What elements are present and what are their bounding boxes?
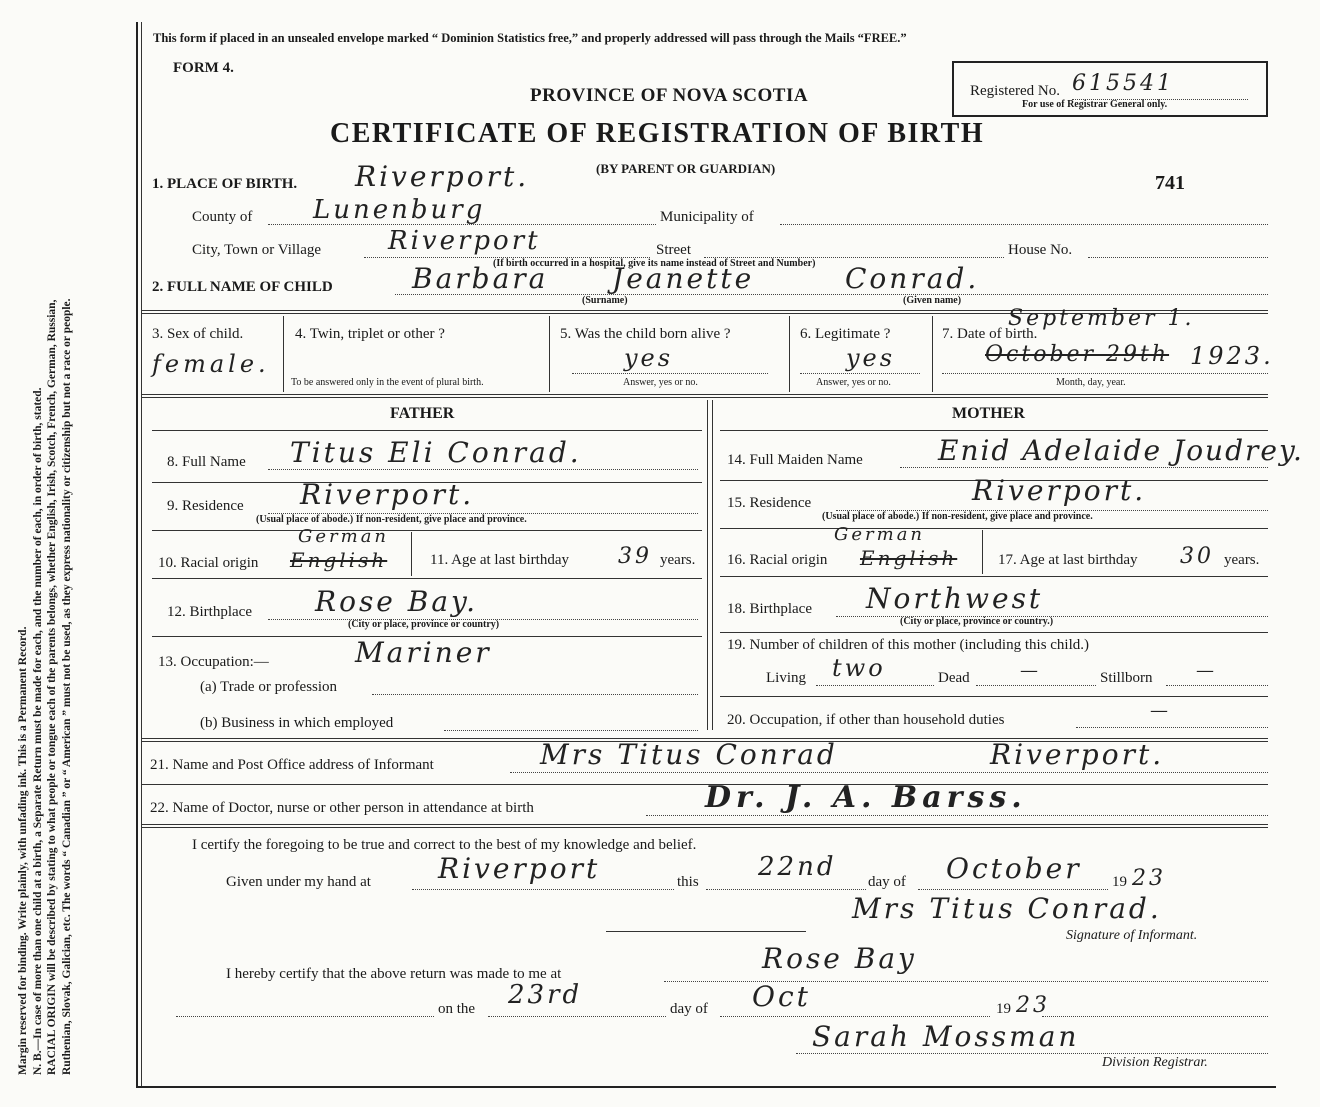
mother-racial-label: 16. Racial origin bbox=[727, 552, 828, 568]
given-day-value: 22nd bbox=[758, 852, 837, 882]
father-name-value: Titus Eli Conrad. bbox=[290, 436, 582, 469]
legitimate-label: 6. Legitimate ? bbox=[800, 326, 891, 342]
day-of-label: day of bbox=[868, 874, 906, 890]
registrar-note: For use of Registrar General only. bbox=[1022, 99, 1168, 110]
mother-residence-label: 15. Residence bbox=[727, 495, 812, 511]
county-value: Lunenburg bbox=[313, 195, 486, 225]
father-birthplace-label: 12. Birthplace bbox=[167, 604, 252, 620]
children-count-label: 19. Number of children of this mother (including this child.) bbox=[727, 637, 1090, 653]
father-racial-value: German bbox=[298, 526, 390, 547]
mother-city-caption: (City or place, province or country.) bbox=[900, 616, 1054, 627]
given-place-value: Riverport bbox=[438, 852, 601, 885]
legitimate-value: yes bbox=[846, 344, 896, 372]
living-label: Living bbox=[766, 670, 806, 686]
informant-address-value: Riverport. bbox=[990, 738, 1165, 771]
certify-statement: I certify the foregoing to be true and correct to the best of my knowledge and belief. bbox=[192, 837, 697, 853]
twin-label: 4. Twin, triplet or other ? bbox=[295, 326, 445, 342]
separator-line bbox=[142, 394, 1268, 398]
mother-years-label: years. bbox=[1224, 552, 1260, 568]
form-number: FORM 4. bbox=[173, 60, 234, 76]
place-of-birth-label: 1. PLACE OF BIRTH. bbox=[152, 176, 298, 192]
child-name-label: 2. FULL NAME OF CHILD bbox=[152, 279, 333, 295]
left-border bbox=[136, 22, 138, 1087]
place-of-birth-value: Riverport. bbox=[355, 160, 530, 193]
municipality-label: Municipality of bbox=[660, 209, 754, 225]
dob-year: 1923. bbox=[1190, 342, 1274, 370]
father-heading: FATHER bbox=[390, 405, 455, 422]
registrar-statement: I hereby certify that the above return was made to me at bbox=[226, 966, 562, 982]
page-subtitle: (BY PARENT OR GUARDIAN) bbox=[596, 161, 776, 176]
mother-age-value: 30 bbox=[1180, 544, 1214, 569]
alive-caption: Answer, yes or no. bbox=[623, 377, 698, 388]
mother-age-label: 17. Age at last birthday bbox=[998, 552, 1138, 568]
living-value: two bbox=[832, 654, 886, 682]
stillborn-value: — bbox=[1196, 660, 1217, 681]
mother-name-value: Enid Adelaide Joudrey. bbox=[938, 434, 1304, 467]
sex-value: female. bbox=[152, 350, 270, 378]
father-abode-caption: (Usual place of abode.) If non-resident, give place and province. bbox=[256, 514, 527, 525]
bottom-border bbox=[136, 1086, 1276, 1088]
given-year-prefix: 19 bbox=[1112, 874, 1127, 890]
on-the-label: on the bbox=[438, 1001, 476, 1017]
father-occupation-label: 13. Occupation:— bbox=[158, 654, 269, 670]
margin-line-3: RACIAL ORIGIN will be described by stating to what people or tongue each of the parents belongs, whether English, Irish, Scotch, French, German, Russian, bbox=[46, 299, 58, 1075]
margin-instructions bbox=[16, 25, 141, 1075]
father-occupation-value: Mariner bbox=[355, 636, 492, 669]
separator-line bbox=[142, 824, 1268, 828]
mother-racial-struck: English bbox=[860, 546, 958, 570]
father-name-label: 8. Full Name bbox=[167, 454, 246, 470]
informant-name-value: Mrs Titus Conrad bbox=[540, 738, 838, 771]
dead-label: Dead bbox=[938, 670, 970, 686]
signature-caption: Signature of Informant. bbox=[1066, 928, 1198, 943]
legitimate-caption: Answer, yes or no. bbox=[816, 377, 891, 388]
mother-birthplace-label: 18. Birthplace bbox=[727, 601, 812, 617]
child-surname-value: Barbara bbox=[412, 262, 549, 295]
informant-signature: Mrs Titus Conrad. bbox=[852, 892, 1162, 925]
business-label: (b) Business in which employed bbox=[200, 715, 394, 731]
child-last-value: Conrad. bbox=[845, 262, 980, 295]
given-month-value: October bbox=[946, 852, 1082, 885]
father-age-label: 11. Age at last birthday bbox=[430, 552, 569, 568]
dob-struck: October 29th bbox=[985, 342, 1170, 367]
left-border-inner bbox=[141, 22, 142, 1087]
registrar-day-value: 23rd bbox=[508, 980, 583, 1010]
mother-name-label: 14. Full Maiden Name bbox=[727, 452, 863, 468]
mother-occupation-label: 20. Occupation, if other than household duties bbox=[727, 712, 1005, 728]
this-label: this bbox=[677, 874, 699, 890]
given-year-value: 23 bbox=[1132, 866, 1166, 891]
margin-line-2: N. B.—In case of more than one child at a birth, a Separate Return must be made for each, and the number of each, in order of birth, stated. bbox=[31, 387, 44, 1075]
margin-line-4: Ruthenian, Slovak, Galician, etc. The words “ Canadian ” or “ American ” must not be used, as they express nationality or citizenship but not a race or people. bbox=[60, 298, 73, 1075]
mother-occupation-value: — bbox=[1150, 700, 1171, 721]
mother-abode-caption: (Usual place of abode.) If non-resident, give place and province. bbox=[822, 511, 1093, 522]
father-residence-value: Riverport. bbox=[300, 478, 475, 511]
dob-label: 7. Date of birth. bbox=[942, 326, 1038, 342]
mother-residence-value: Riverport. bbox=[972, 474, 1147, 507]
father-age-value: 39 bbox=[618, 544, 652, 569]
registrar-year-prefix: 19 bbox=[996, 1001, 1011, 1017]
margin-line-1: Margin reserved for binding. Write plainly, with unfading ink. This is a Permanent Record. bbox=[17, 626, 29, 1075]
father-years-label: years. bbox=[660, 552, 696, 568]
registrar-place-value: Rose Bay bbox=[762, 942, 917, 975]
registrar-day-of-label: day of bbox=[670, 1001, 708, 1017]
hospital-note: (If birth occurred in a hospital, give its name instead of Street and Number) bbox=[493, 258, 816, 269]
dead-value: — bbox=[1020, 660, 1041, 681]
father-birthplace-value: Rose Bay. bbox=[315, 585, 479, 618]
doctor-value: Dr. J. A. Barss. bbox=[705, 780, 1027, 815]
twin-note: To be answered only in the event of plural birth. bbox=[291, 377, 484, 388]
doctor-label: 22. Name of Doctor, nurse or other person in attendance at birth bbox=[150, 800, 534, 816]
street-label: Street bbox=[656, 242, 691, 258]
father-residence-label: 9. Residence bbox=[167, 498, 244, 514]
registered-label: Registered No. bbox=[970, 83, 1060, 99]
registrar-year-value: 23 bbox=[1016, 993, 1050, 1018]
registrar-month-value: Oct bbox=[752, 980, 811, 1013]
sex-label: 3. Sex of child. bbox=[152, 326, 244, 342]
alive-label: 5. Was the child born alive ? bbox=[560, 326, 731, 342]
city-value: Riverport bbox=[388, 226, 541, 256]
registration-box bbox=[952, 61, 1268, 117]
registrar-caption: Division Registrar. bbox=[1102, 1055, 1208, 1070]
given-name-caption: (Given name) bbox=[903, 295, 962, 306]
dob-caption: Month, day, year. bbox=[1056, 377, 1126, 388]
mail-notice: This form if placed in an unsealed envelope marked “ Dominion Statistics free,” and properly addressed will pass through the Mails “FREE.” bbox=[153, 31, 907, 45]
registrar-signature: Sarah Mossman bbox=[812, 1020, 1080, 1053]
city-label: City, Town or Village bbox=[192, 242, 322, 258]
informant-label: 21. Name and Post Office address of Informant bbox=[150, 757, 434, 773]
corner-number: 741 bbox=[1155, 172, 1185, 194]
father-city-caption: (City or place, province or country) bbox=[348, 619, 500, 630]
dob-value: September 1. bbox=[1008, 306, 1195, 331]
mother-racial-value: German bbox=[834, 524, 926, 545]
house-number-label: House No. bbox=[1008, 242, 1073, 258]
trade-label: (a) Trade or profession bbox=[200, 679, 338, 695]
page-title: CERTIFICATE OF REGISTRATION OF BIRTH bbox=[330, 118, 985, 149]
father-racial-label: 10. Racial origin bbox=[158, 555, 259, 571]
alive-value: yes bbox=[624, 344, 674, 372]
province-heading: PROVINCE OF NOVA SCOTIA bbox=[530, 85, 809, 106]
given-under-label: Given under my hand at bbox=[226, 874, 371, 890]
child-given-value: Jeanette bbox=[612, 262, 755, 295]
father-racial-struck: English bbox=[290, 548, 388, 572]
stillborn-label: Stillborn bbox=[1100, 670, 1153, 686]
registered-number: 615541 bbox=[1072, 71, 1174, 96]
county-label: County of bbox=[192, 209, 253, 225]
mother-heading: MOTHER bbox=[952, 405, 1025, 422]
surname-caption: (Surname) bbox=[582, 295, 628, 306]
mother-birthplace-value: Northwest bbox=[866, 582, 1044, 615]
